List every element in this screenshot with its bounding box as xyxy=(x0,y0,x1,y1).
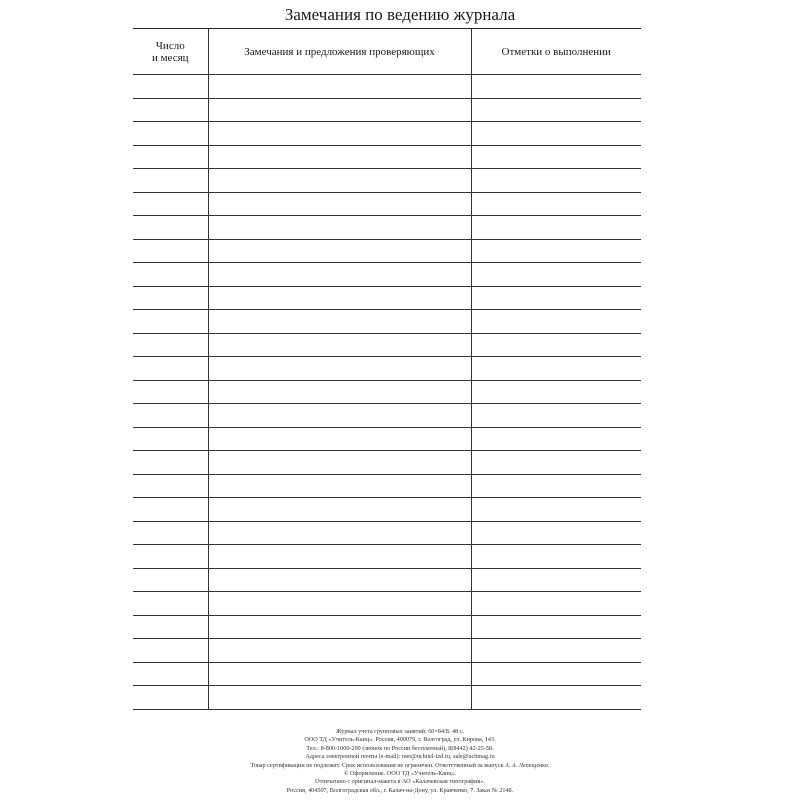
cell-remarks xyxy=(208,568,471,592)
cell-remarks xyxy=(208,521,471,545)
cell-completion-marks xyxy=(471,357,641,381)
cell-completion-marks xyxy=(471,216,641,240)
table-row xyxy=(133,474,641,498)
header-date: Число и месяц xyxy=(133,29,208,75)
cell-date xyxy=(133,263,208,287)
imprint-responsible-name: А. А. Лепещенко. xyxy=(505,761,550,769)
cell-completion-marks xyxy=(471,474,641,498)
cell-completion-marks xyxy=(471,404,641,428)
cell-remarks xyxy=(208,122,471,146)
cell-remarks xyxy=(208,545,471,569)
cell-remarks xyxy=(208,145,471,169)
cell-date xyxy=(133,662,208,686)
cell-date xyxy=(133,568,208,592)
cell-completion-marks xyxy=(471,662,641,686)
cell-completion-marks xyxy=(471,122,641,146)
cell-date xyxy=(133,592,208,616)
cell-remarks xyxy=(208,592,471,616)
cell-date xyxy=(133,286,208,310)
cell-completion-marks xyxy=(471,75,641,99)
cell-remarks xyxy=(208,474,471,498)
cell-remarks xyxy=(208,333,471,357)
table-row xyxy=(133,521,641,545)
table-row xyxy=(133,639,641,663)
table-row xyxy=(133,333,641,357)
table-row xyxy=(133,98,641,122)
cell-remarks xyxy=(208,310,471,334)
page-title: Замечания по ведению журнала xyxy=(284,5,516,24)
table-row xyxy=(133,662,641,686)
table-row xyxy=(133,286,641,310)
cell-date xyxy=(133,427,208,451)
cell-completion-marks xyxy=(471,380,641,404)
cell-completion-marks xyxy=(471,686,641,710)
table-row xyxy=(133,216,641,240)
cell-completion-marks xyxy=(471,263,641,287)
imprint-line: Тел.: 8-800-1000-299 (звонок по России бесплатный), 8(8442) 42-25-58. xyxy=(306,744,494,752)
table-row xyxy=(133,145,641,169)
cell-date xyxy=(133,239,208,263)
cell-completion-marks xyxy=(471,639,641,663)
cell-remarks xyxy=(208,216,471,240)
cell-remarks xyxy=(208,239,471,263)
header-remarks: Замечания и предложения проверяющих xyxy=(208,29,471,75)
cell-date xyxy=(133,310,208,334)
cell-date xyxy=(133,122,208,146)
journal-table xyxy=(133,28,641,710)
cell-remarks xyxy=(208,75,471,99)
cell-date xyxy=(133,357,208,381)
cell-completion-marks xyxy=(471,451,641,475)
imprint-line: Журнал учета групповых занятий: 60×84/8. 48 с. xyxy=(335,728,465,735)
imprint-line: ООО ТД «Учитель-Канц». Россия, 400079, г. Волгоград, ул. Кирова, 143. xyxy=(304,736,496,744)
cell-remarks xyxy=(208,263,471,287)
cell-completion-marks xyxy=(471,521,641,545)
imprint-line: © Оформление. ООО ТД «Учитель-Канц». xyxy=(343,770,457,778)
cell-completion-marks xyxy=(471,592,641,616)
cell-completion-marks xyxy=(471,98,641,122)
cell-completion-marks xyxy=(471,169,641,193)
cell-remarks xyxy=(208,615,471,639)
cell-completion-marks xyxy=(471,333,641,357)
cell-completion-marks xyxy=(471,568,641,592)
cell-remarks xyxy=(208,380,471,404)
imprint-line: Адреса электронной почты (e-mail): met@uchitel-izd.ru, sale@uchmag.ru xyxy=(305,753,495,761)
cell-date xyxy=(133,686,208,710)
table-row xyxy=(133,686,641,710)
table-row xyxy=(133,427,641,451)
table-row xyxy=(133,169,641,193)
table-row xyxy=(133,615,641,639)
cell-completion-marks xyxy=(471,286,641,310)
table-row xyxy=(133,192,641,216)
table-row xyxy=(133,545,641,569)
table-row xyxy=(133,239,641,263)
cell-date xyxy=(133,145,208,169)
cell-date xyxy=(133,451,208,475)
cell-remarks xyxy=(208,98,471,122)
cell-remarks xyxy=(208,286,471,310)
cell-date xyxy=(133,169,208,193)
cell-remarks xyxy=(208,498,471,522)
imprint-line: Россия, 404507, Волгоградская обл., г. Калач-на-Дону, ул. Кравченко, 7. Заказ № 2148. xyxy=(286,786,514,794)
cell-remarks xyxy=(208,662,471,686)
cell-remarks xyxy=(208,451,471,475)
cell-date xyxy=(133,474,208,498)
cell-remarks xyxy=(208,404,471,428)
cell-completion-marks xyxy=(471,498,641,522)
cell-date xyxy=(133,75,208,99)
table-row xyxy=(133,592,641,616)
cell-date xyxy=(133,333,208,357)
cell-date xyxy=(133,404,208,428)
cell-date xyxy=(133,498,208,522)
cell-completion-marks xyxy=(471,615,641,639)
cell-date xyxy=(133,192,208,216)
table-row xyxy=(133,451,641,475)
cell-date xyxy=(133,98,208,122)
imprint-line xyxy=(0,762,800,770)
table-row xyxy=(133,498,641,522)
table-row xyxy=(133,310,641,334)
table-row xyxy=(133,357,641,381)
cell-remarks xyxy=(208,686,471,710)
cell-date xyxy=(133,639,208,663)
cell-completion-marks xyxy=(471,145,641,169)
imprint-responsible-text: Товар сертификации не подлежит. Срок использования не ограничен. Ответственный за выпуск xyxy=(250,761,504,769)
table-header-row xyxy=(133,29,641,75)
cell-remarks xyxy=(208,169,471,193)
cell-date xyxy=(133,216,208,240)
table-row xyxy=(133,75,641,99)
cell-date xyxy=(133,521,208,545)
cell-completion-marks xyxy=(471,310,641,334)
table-row xyxy=(133,380,641,404)
table-row xyxy=(133,404,641,428)
cell-remarks xyxy=(208,357,471,381)
imprint xyxy=(0,728,800,795)
table-body xyxy=(133,75,641,710)
cell-completion-marks xyxy=(471,192,641,216)
imprint-line: Отпечатано с оригинал-макета в АО «Калачевская типография». xyxy=(315,778,485,786)
cell-date xyxy=(133,380,208,404)
cell-completion-marks xyxy=(471,427,641,451)
header-completion-marks: Отметки о выполнении xyxy=(471,29,641,75)
table-row xyxy=(133,568,641,592)
table-row xyxy=(133,122,641,146)
cell-remarks xyxy=(208,427,471,451)
cell-remarks xyxy=(208,639,471,663)
cell-remarks xyxy=(208,192,471,216)
cell-date xyxy=(133,615,208,639)
cell-date xyxy=(133,545,208,569)
table-row xyxy=(133,263,641,287)
cell-completion-marks xyxy=(471,239,641,263)
cell-completion-marks xyxy=(471,545,641,569)
